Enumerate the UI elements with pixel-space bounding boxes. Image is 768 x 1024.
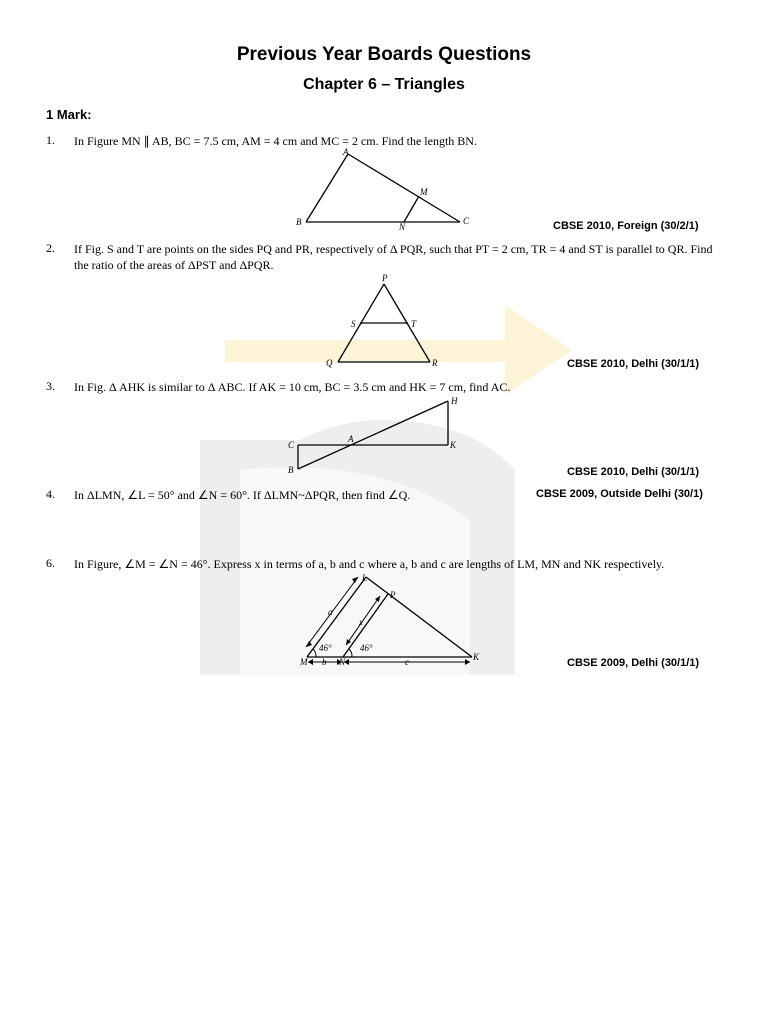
page-title: Previous Year Boards Questions xyxy=(236,44,532,65)
label-t: T xyxy=(411,319,417,329)
label-l: L xyxy=(362,573,368,583)
question-text: In Figure MN ∥ AB, BC = 7.5 cm, AM = 4 cm and MC = 2 cm. Find the length BN. xyxy=(74,134,477,148)
label-b: B xyxy=(296,217,302,227)
label-b: B xyxy=(288,465,294,475)
question-text: In Fig. Δ AHK is similar to Δ ABC. If AK = 10 cm, BC = 3.5 cm and HK = 7 cm, find AC. xyxy=(74,380,511,394)
label-p: P xyxy=(382,273,388,283)
label-h: H xyxy=(451,396,458,406)
question-source: CBSE 2009, Delhi (30/1/1) xyxy=(567,657,700,669)
label-n: N xyxy=(339,657,346,667)
question-text: If Fig. S and T are points on the sides PQ and PR, respectively of Δ PQR, such that PT = 2 cm, TR = 4 and ST is parallel to QR. Find the ratio of the areas of ΔPST and ΔPQR. xyxy=(74,242,713,272)
label-k: K xyxy=(473,652,480,662)
question-source: CBSE 2010, Delhi (30/1/1) xyxy=(567,358,700,370)
label-a: a xyxy=(328,607,333,617)
question-number: 4. xyxy=(46,487,55,501)
label-a: A xyxy=(343,147,349,157)
question-source: CBSE 2010, Delhi (30/1/1) xyxy=(567,466,700,478)
label-p: P xyxy=(390,590,396,600)
question-number: 2. xyxy=(46,241,55,255)
label-a: A xyxy=(348,434,354,444)
label-m: M xyxy=(420,187,428,197)
question-number: 1. xyxy=(46,133,55,147)
figure-triangle-lmk xyxy=(292,568,492,672)
label-k: K xyxy=(450,440,457,450)
label-s: S xyxy=(351,319,356,329)
label-angle-n: 46° xyxy=(360,643,373,653)
question-source: CBSE 2009, Outside Delhi (30/1) xyxy=(536,488,703,500)
label-n: N xyxy=(399,222,406,232)
figure-triangle-abc xyxy=(292,146,477,232)
question-text: In Figure, ∠M = ∠N = 46°. Express x in terms of a, b and c where a, b and c are lengths of LM, MN and NK respectively. xyxy=(74,557,665,571)
label-c: c xyxy=(405,657,409,667)
question-text: In ΔLMN, ∠L = 50° and ∠N = 60°. If ΔLMN~ΔPQR, then find ∠Q. xyxy=(74,488,411,502)
label-r: R xyxy=(432,358,438,368)
chapter-subtitle: Chapter 6 – Triangles xyxy=(303,76,465,93)
figure-triangle-pqr xyxy=(322,272,442,370)
section-heading: 1 Mark: xyxy=(46,107,92,122)
label-x: x xyxy=(359,617,363,627)
question-source: CBSE 2010, Foreign (30/2/1) xyxy=(553,220,699,232)
label-q: Q xyxy=(326,358,333,368)
label-c: C xyxy=(463,216,470,226)
label-m: M xyxy=(300,657,308,667)
label-c: C xyxy=(288,440,295,450)
label-b: b xyxy=(322,657,327,667)
question-number: 3. xyxy=(46,379,55,393)
figure-similar-triangles xyxy=(284,393,464,477)
label-angle-m: 46° xyxy=(319,643,332,653)
question-number: 6. xyxy=(46,556,55,570)
